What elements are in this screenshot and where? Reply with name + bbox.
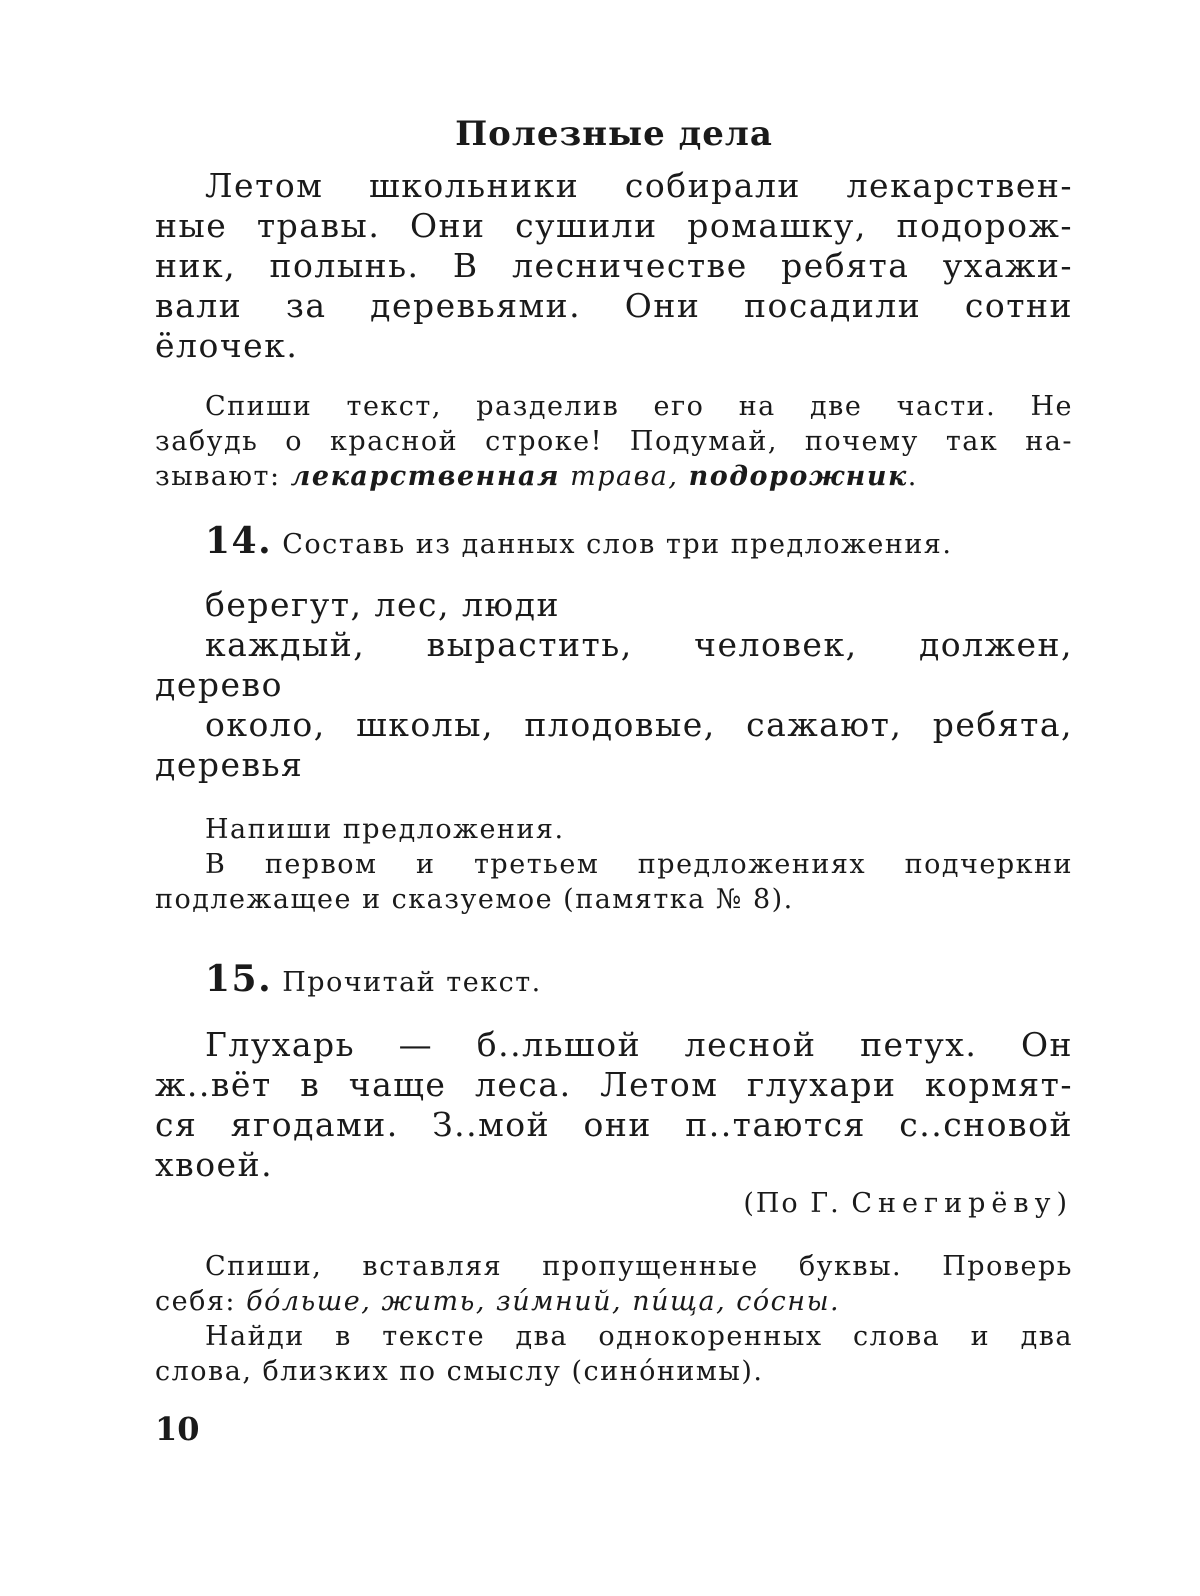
exercise-14-task (155, 812, 1073, 917)
exercise-number: 15. (205, 958, 273, 1000)
text-useful-deeds (155, 166, 1073, 366)
task-line (155, 1284, 1073, 1319)
source-author: Снегирёву) (851, 1188, 1073, 1219)
text-line: ж..вёт в чаще леса. Летом глухари кормят- (155, 1065, 1073, 1104)
task-line: слова, близких по смыслу (синóнимы). (155, 1356, 764, 1387)
word-group: берегут, лес, люди (205, 585, 560, 624)
period: . (907, 461, 918, 492)
check-words: бóльше, жить, зи́мний, пи́ща, сóсны. (246, 1286, 841, 1317)
exercise-instruction: Составь из данных слов три предложения. (282, 529, 953, 560)
text-line: вали за деревьями. Они посадили сотни (155, 286, 1073, 325)
term-medicinal: лекарственная (290, 461, 561, 492)
word-group: около, школы, плодовые, сажают, ребята, (205, 705, 1073, 744)
text-line: ные травы. Они сушили ромашку, подорож- (155, 206, 1073, 245)
exercise-heading-line (155, 958, 1073, 1000)
task-line (155, 459, 1073, 494)
exercise-14-words (155, 585, 1073, 785)
term-plantain: подорожник (688, 461, 908, 492)
text-capercaillie (155, 1025, 1073, 1185)
text-line: ёлочек. (155, 326, 299, 365)
task-line: Напиши предложения. (205, 814, 565, 845)
text-line: ник, полынь. В лесничестве ребята ухажи- (155, 246, 1073, 285)
text-line: ся ягодами. З..мой они п..таются с..сновой (155, 1105, 1073, 1144)
text-line: Летом школьники собирали лекарствен- (205, 166, 1073, 205)
task-line: Спиши текст, разделив его на две части. Не (205, 391, 1073, 422)
task-text: себя: (155, 1286, 236, 1317)
task-text: зывают: (155, 461, 281, 492)
page-number: 10 (155, 1410, 200, 1448)
text-line: хвоей. (155, 1145, 274, 1184)
term-herb: трава, (570, 461, 679, 492)
task-line: забудь о красной строке! Подумай, почему так на- (155, 426, 1073, 457)
exercise-15-task (155, 1249, 1073, 1389)
text-line: Глухарь — б..льшой лесной петух. Он (205, 1025, 1073, 1064)
exercise-instruction: Прочитай текст. (282, 967, 542, 998)
word-group: деревья (155, 745, 304, 784)
section-title: Полезные дела (455, 114, 773, 154)
word-group: дерево (155, 665, 283, 704)
exercise-number: 14. (205, 520, 273, 562)
exercise-heading-line (155, 520, 1073, 562)
task-line: подлежащее и сказуемое (памятка № 8). (155, 884, 794, 915)
text-source (155, 1186, 1073, 1221)
exercise-14-heading (155, 520, 1073, 562)
source-prefix: (По Г. (743, 1188, 841, 1219)
task-instruction (155, 389, 1073, 494)
word-group: каждый, вырастить, человек, должен, (205, 625, 1073, 664)
task-line: В первом и третьем предложениях подчеркни (205, 849, 1073, 880)
exercise-15-heading (155, 958, 1073, 1000)
task-line: Спиши, вставляя пропущенные буквы. Проверь (205, 1251, 1073, 1282)
task-line: Найди в тексте два однокоренных слова и два (205, 1321, 1073, 1352)
